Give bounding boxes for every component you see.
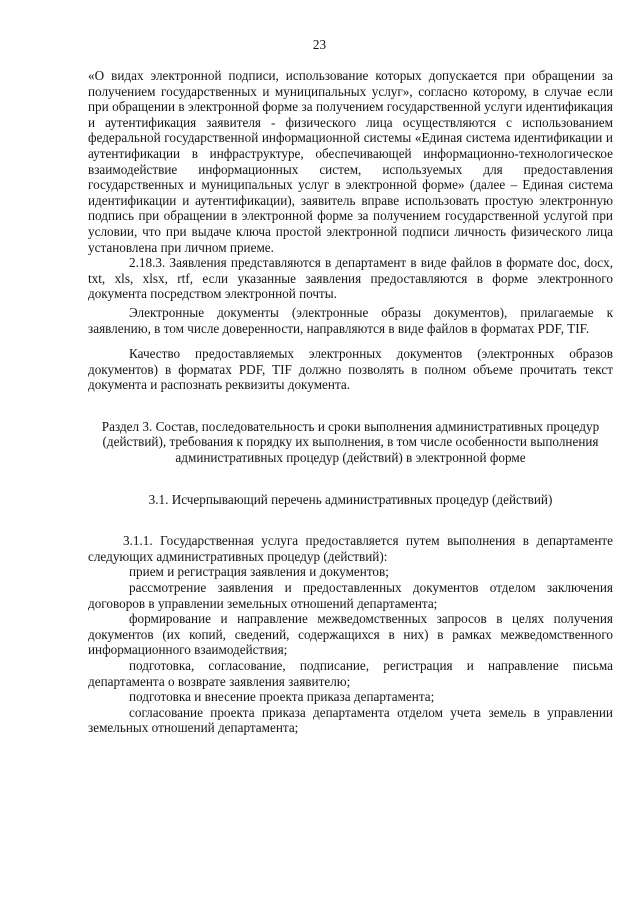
list-item: формирование и направление межведомственных запросов в целях получения документов (их копий, сведений, содержащихся в них) в рамках межведомственного информационного взаимодействия; <box>88 611 613 658</box>
list-item: прием и регистрация заявления и документов; <box>129 564 389 580</box>
list-item: согласование проекта приказа департамента отделом учета земель в управлении земельных отношений департамента; <box>88 704 613 736</box>
list-item: подготовка, согласование, подписание, регистрация и направление письма департамента о возврате заявления заявителю; <box>88 658 613 689</box>
subsection-heading: 3.1. Исчерпывающий перечень административных процедур (действий) <box>148 491 553 507</box>
list-item: рассмотрение заявления и предоставленных документов отделом заключения договоров в управлении земельных отношений департамента; <box>88 580 613 611</box>
list-item: 3.1.1. Государственная услуга предоставляется путем выполнения в департаменте следующих административных процедур (действий): <box>88 533 613 564</box>
paragraph-esia: «О видах электронной подписи, использование которых допускается при обращении за получением государственных и муниципальных услуг», согласно которому, в случае если при обращении в электронной форме за получением государственной услуги идентификация и аутентификация заявителя - физического лица осуществляются с использованием федеральной государственной информационной системы «Единая система идентификации и аутентификации в инфраструктуре, обеспечивающей информационно-технологическое взаимодействие информационных систем, используемых для предоставления государственных и муниципальных услуг в электронной форме» (далее – Единая система идентификации и аутентификации), заявитель вправе использовать простую электронную подпись при обращении в электронной форме за получением государственной услугой при условии, что при выдаче ключа простой электронной подписи личность физического лица установлена при личном приеме. <box>88 68 613 255</box>
paragraph-quality: Качество предоставляемых электронных документов (электронных образов документов) в форматах PDF, TIF должно позволять в полном объеме прочитать текст документа и распознать реквизиты документа. <box>88 346 613 393</box>
paragraph-2-18-3: 2.18.3. Заявления представляются в департамент в виде файлов в формате doc, docx, txt, xls, xlsx, rtf, если указанные заявления предоставляются в форме электронного документа посредством электронной почты. <box>88 255 613 302</box>
section-heading: Раздел 3. Состав, последовательность и сроки выполнения административных процедур (действий), требования к порядку их выполнения, в том числе особенности выполнения административных процедур (действий) в электронной форме <box>101 418 600 466</box>
page-number: 23 <box>312 37 327 52</box>
document-body <box>88 68 613 736</box>
paragraph-electronic-documents: Электронные документы (электронные образы документов), прилагаемые к заявлению, в том числе доверенности, направляются в виде файлов в форматах PDF, TIF. <box>88 304 613 336</box>
list-item: подготовка и внесение проекта приказа департамента; <box>129 689 435 705</box>
